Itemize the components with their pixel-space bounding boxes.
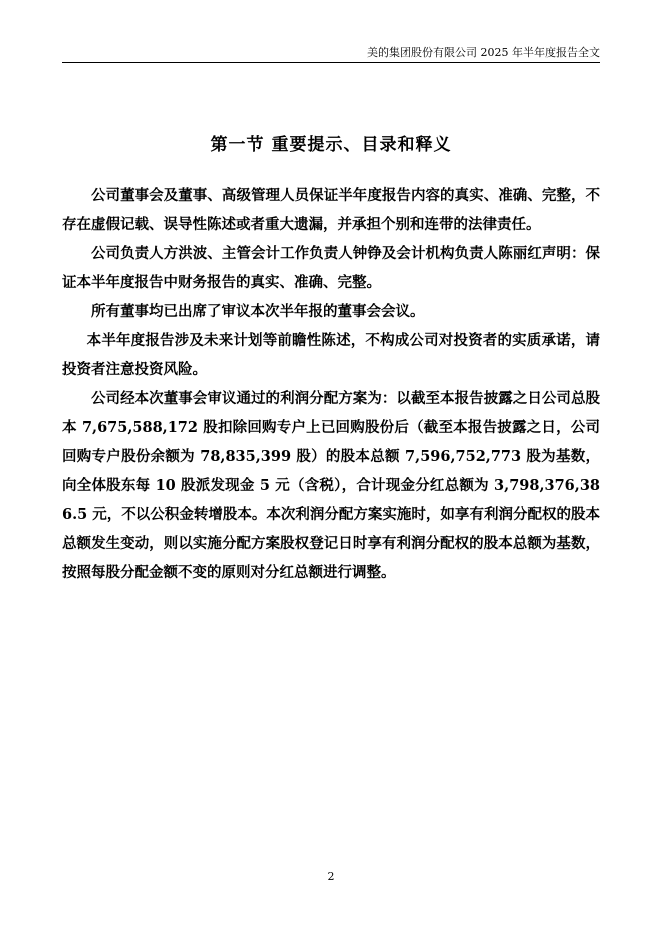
page-number: 2 (327, 870, 335, 883)
paragraph-forward-looking: 本半年度报告涉及未来计划等前瞻性陈述，不构成公司对投资者的实质承诺，请投资者注意投资风险。 (62, 332, 600, 378)
body-text (62, 181, 600, 587)
running-header: 美的集团股份有限公司 2025 年半年度报告全文 (367, 46, 600, 59)
paragraph-board-attendance: 所有董事均已出席了审议本次半年报的董事会会议。 (91, 303, 425, 320)
paragraph-responsible-persons: 公司负责人方洪波、主管会计工作负责人钟铮及会计机构负责人陈丽红声明：保证本半年度报告中财务报告的真实、准确、完整。 (62, 245, 600, 291)
header-divider (62, 62, 600, 63)
paragraph-profit-distribution: 公司经本次董事会审议通过的利润分配方案为：以截至本报告披露之日公司总股本 7,675,588,172 股扣除回购专户上已回购股份后（截至本报告披露之日，公司回购专户股份余额为 78,835,399 股）的股本总额 7,596,752,773 股为基数，向全体股东每 10 股派发现金 5 元（含税），合计现金分红总额为 3,798,376,386.5 元，不以公积金转增股本。本次利润分配方案实施时，如享有利润分配权的股本总额发生变动，则以实施分配方案股权登记日时享有利润分配权的股本总额为基数，按照每股分配金额不变的原则对分红总额进行调整。 (62, 390, 600, 581)
paragraph-board-guarantee: 公司董事会及董事、高级管理人员保证半年度报告内容的真实、准确、完整，不存在虚假记载、误导性陈述或者重大遗漏，并承担个别和连带的法律责任。 (62, 187, 600, 233)
section-title: 第一节 重要提示、目录和释义 (210, 135, 452, 155)
